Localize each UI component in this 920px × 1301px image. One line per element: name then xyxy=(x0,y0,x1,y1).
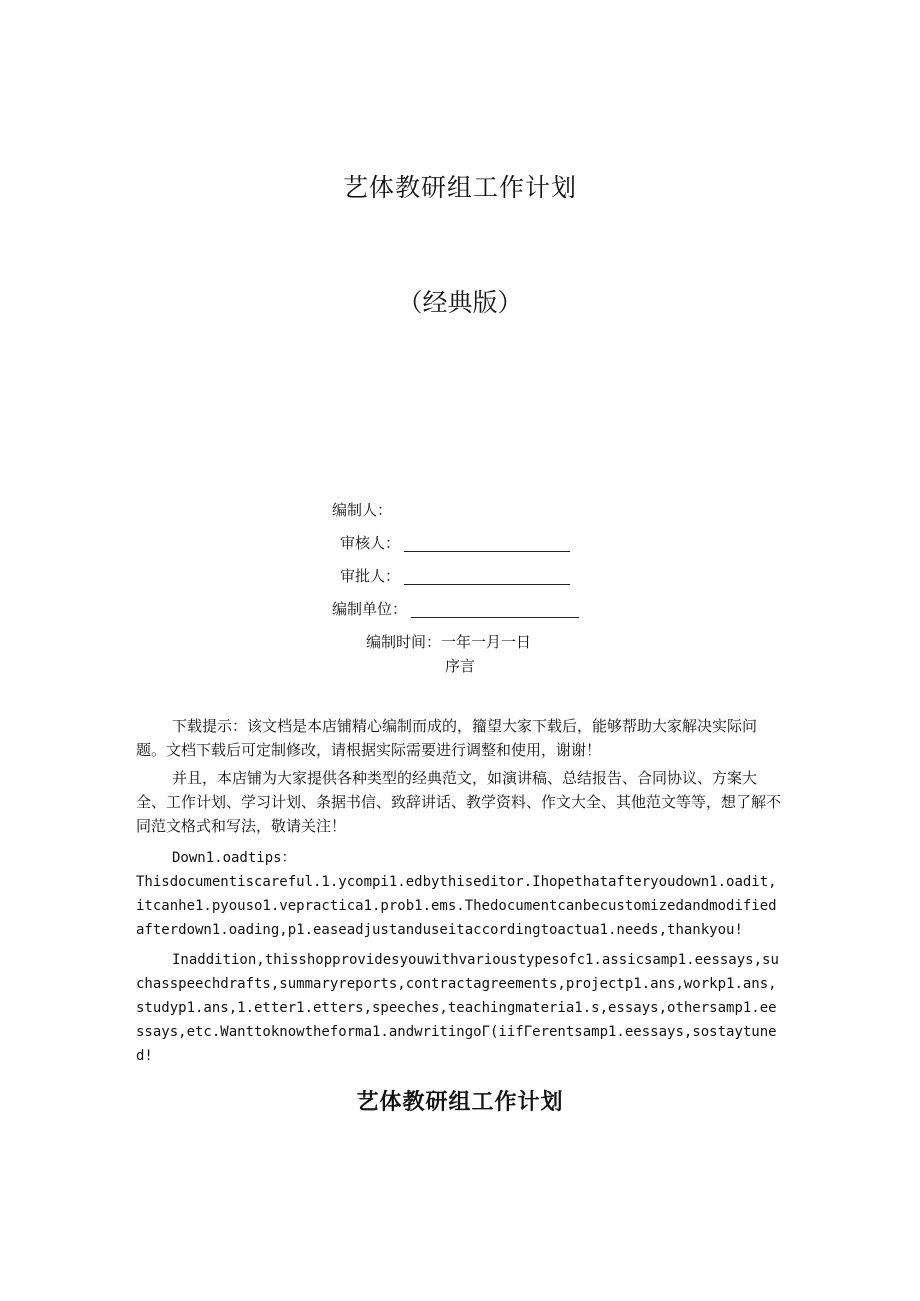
en-download-tip xyxy=(136,846,784,942)
cn-download-tip: 下载提示：该文档是本店铺精心编制而成的，籀望大家下载后，能够帮助大家解决实际问题。文档下载后可定制修改，请根据实际需要进行调整和使用，谢谢！ xyxy=(136,717,758,759)
reviewer-field xyxy=(340,533,570,553)
preface-heading: 序言 xyxy=(444,657,475,675)
cn-addition-note: 并且，本店铺为大家提供各种类型的经典范文，如演讲稿、总结报告、合同协议、方案大全、工作计划、学习计划、条据书信、致辞讲话、教学资料、作文大全、其他范文等等，想了解不同范文格式和写法，敬请关注！ xyxy=(136,769,782,835)
reviewer-blank-line xyxy=(404,536,570,552)
document-title: 艺体教研组工作计划 xyxy=(342,173,577,202)
en-tip-body: Thisdocumentiscareful.1.ycompi1.edbythiseditor.Ihopethatafteryoudown1.oadit,itcanhe1.pyouso1.vepractica1.prob1.ems.Thedocumentcanbecustomizedandmodifiedafterdown1.oading,p1.easeadjustanduseitaccordingtoactua1.needs,thankyou! xyxy=(136,874,777,938)
approver-field xyxy=(340,566,570,586)
approver-blank-line xyxy=(404,569,570,585)
document-subtitle: （经典版） xyxy=(397,288,523,317)
reviewer-label: 审核人： xyxy=(340,534,401,552)
en-addition-note: Inaddition,thisshopprovidesyouwithvarioustypesofc1.assicsamp1.eessays,suchasspeechdrafts,summaryreports,contractagreements,projectp1.ans,workp1.ans,studyp1.ans,1.etter1.etters,speeches,teachingmateria1.s,essays,othersamp1.eessays,etc.Wanttoknowtheforma1.andwritingoΓ(iifΓerentsamp1.eessays,sostaytuned! xyxy=(136,952,779,1064)
author-label: 编制人： xyxy=(332,501,393,519)
section-title: 艺体教研组工作计划 xyxy=(356,1090,564,1115)
date-line: 编制时间：一年一月一日 xyxy=(366,633,532,651)
en-tip-label: Down1.oadtips： xyxy=(172,850,296,866)
approver-label: 审批人： xyxy=(340,567,401,585)
unit-field xyxy=(332,599,579,619)
unit-label: 编制单位： xyxy=(332,600,408,618)
unit-blank-line xyxy=(411,602,579,618)
author-field xyxy=(332,500,392,520)
